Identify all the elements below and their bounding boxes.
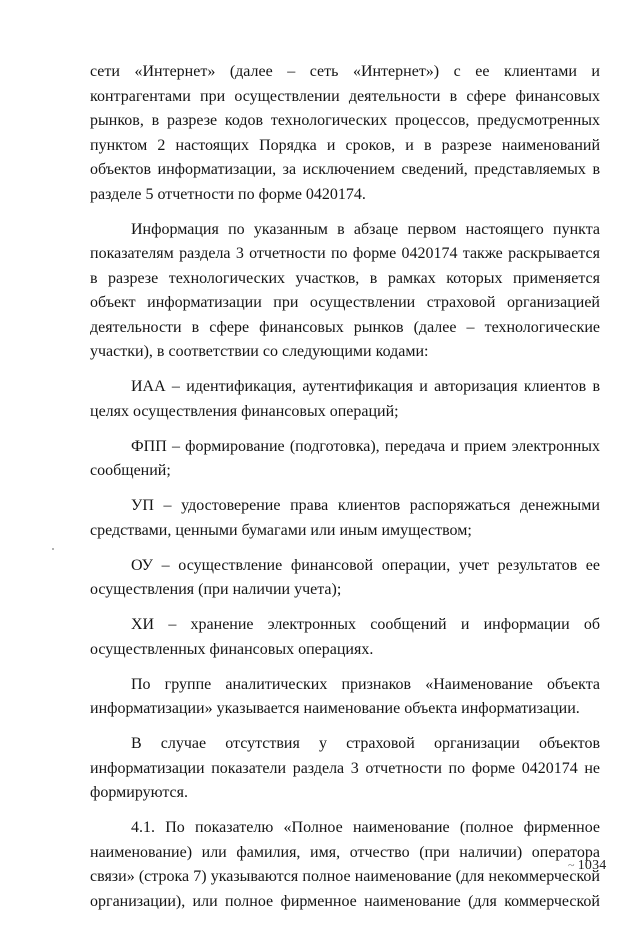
page-number-mark: ~	[568, 858, 575, 872]
paragraph-no-objects: В случае отсутствия у страховой организации объектов информатизации показатели раздела 3 отчетности по форме 0420174 не формируются.	[90, 735, 600, 801]
page-number	[568, 858, 607, 874]
paragraph-4-1: 4.1. По показателю «Полное наименование (полное фирменное наименование) или фамилия, имя, отчество (при наличии) оператора связи» (строка 7) указываются полное наименование (для некоммерческой организации), или полное фирменное наименование (для коммерческой	[90, 819, 600, 910]
code-iaa-item: ИАА – идентификация, аутентификация и авторизация клиентов в целях осуществления финансовых операций;	[90, 378, 600, 420]
code-up-item: УП – удостоверение права клиентов распоряжаться денежными средствами, ценными бумагами или иным имуществом;	[90, 497, 600, 539]
document-body	[90, 60, 600, 925]
scan-artifact-dot	[52, 548, 54, 550]
code-fpp-item: ФПП – формирование (подготовка), передача и прием электронных сообщений;	[90, 437, 600, 479]
paragraph-section3-info: Информация по указанным в абзаце первом настоящего пункта показателям раздела 3 отчетности по форме 0420174 также раскрывается в разрезе технологических участков, в рамках которых применяется объект информатизации при осуществлении страховой организацией деятельности в сфере финансовых рынков (далее – технологические участки), в соответствии со следующими кодами:	[90, 220, 600, 360]
page-number-value: 1034	[577, 858, 607, 873]
paragraph-analytic-group: По группе аналитических признаков «Наименование объекта информатизации» указывается наименование объекта информатизации.	[90, 675, 600, 717]
code-hi-item: ХИ – хранение электронных сообщений и информации об осуществленных финансовых операциях.	[90, 616, 600, 658]
paragraph-continuation: сети «Интернет» (далее – сеть «Интернет») с ее клиентами и контрагентами при осуществлении деятельности в сфере финансовых рынков, в разрезе кодов технологических процессов, предусмотренных пунктом 2 настоящих Порядка и сроков, и в разрезе наименований объектов информатизации, за исключением сведений, представляемых в разделе 5 отчетности по форме 0420174.	[90, 63, 600, 203]
code-ou-item: ОУ – осуществление финансовой операции, учет результатов ее осуществления (при наличии учета);	[90, 556, 600, 598]
